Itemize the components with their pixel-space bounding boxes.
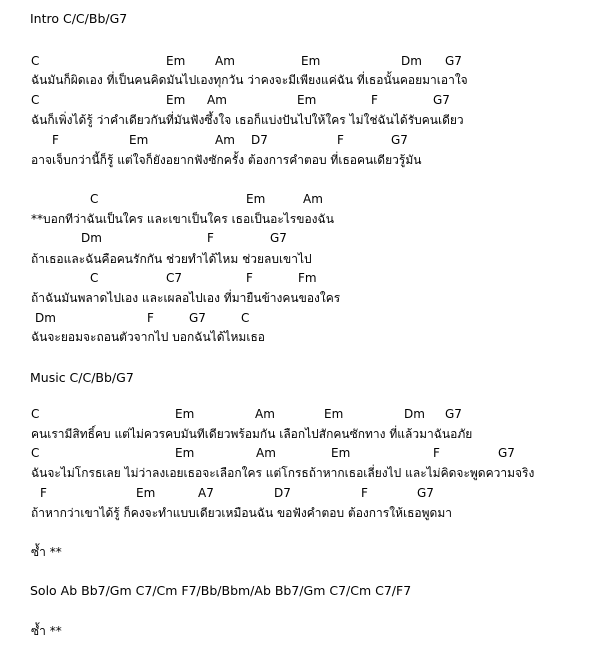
chord: Em bbox=[175, 446, 195, 460]
chorus-lyric-3: ถ้าฉันมันพลาดไปเอง และเผลอไปเอง ที่มายืนข้างคนของใคร bbox=[31, 291, 341, 305]
chord: C bbox=[31, 54, 40, 68]
solo-heading: Solo Ab Bb7/Gm C7/Cm F7/Bb/Bbm/Ab Bb7/Gm C7/Cm C7/F7 bbox=[30, 583, 412, 598]
chord: Em bbox=[129, 133, 149, 147]
chord: F bbox=[433, 446, 440, 460]
chord: F bbox=[207, 231, 214, 245]
repeat-marker: ซ้ำ ** bbox=[31, 624, 62, 638]
chorus-chord-row-4 bbox=[0, 311, 600, 327]
chord: G7 bbox=[445, 54, 462, 68]
chord: G7 bbox=[270, 231, 287, 245]
chord: Fm bbox=[298, 271, 317, 285]
chord: G7 bbox=[498, 446, 515, 460]
chord: Em bbox=[297, 93, 317, 107]
chord: G7 bbox=[417, 486, 434, 500]
chord: F bbox=[147, 311, 154, 325]
verse1-chord-row-2 bbox=[0, 93, 600, 109]
verse2-chord-row-3 bbox=[0, 486, 600, 502]
verse2-lyric-3: ถ้าหากว่าเขาได้รู้ ก็คงจะทำแบบเดียวเหมือนฉัน ขอฟังคำตอบ ต้องการให้เธอพูดมา bbox=[31, 506, 452, 520]
repeat-marker: ซ้ำ ** bbox=[31, 545, 62, 559]
chord: F bbox=[52, 133, 59, 147]
verse1-lyric-1: ฉันมันก็ผิดเอง ที่เป็นคนคิดมันไปเองทุกวัน ว่าคงจะมีเพียงแค่ฉัน ที่เธอนั้นคอยมาเอาใจ bbox=[31, 73, 468, 87]
verse2-lyric-2: ฉันจะไม่โกรธเลย ไม่ว่าลงเอยเธอจะเลือกใคร แต่โกรธถ้าหากเธอเลี่ยงไป และไม่คิดจะพูดความจริง bbox=[31, 466, 535, 480]
chord: Dm bbox=[401, 54, 422, 68]
chord: F bbox=[361, 486, 368, 500]
verse1-chord-row-1 bbox=[0, 54, 600, 70]
chorus-lyric-2: ถ้าเธอและฉันคือคนรักกัน ช่วยทำได้ไหม ช่วยลบเขาไป bbox=[31, 252, 312, 266]
verse2-chord-row-2 bbox=[0, 446, 600, 462]
verse1-lyric-3: อาจเจ็บกว่านี้ก็รู้ แต่ใจก็ยังอยากฟังซักครั้ง ต้องการคำตอบ ที่เธอคนเดียวรู้มัน bbox=[31, 153, 422, 167]
chorus-chord-row-2 bbox=[0, 231, 600, 247]
chord: A7 bbox=[198, 486, 214, 500]
verse2-chord-row-1 bbox=[0, 407, 600, 423]
chorus-lyric-4: ฉันจะยอมจะถอนตัวจากไป บอกฉันได้ไหมเธอ bbox=[31, 330, 265, 344]
chord: Am bbox=[303, 192, 323, 206]
chord: G7 bbox=[189, 311, 206, 325]
chord: F bbox=[371, 93, 378, 107]
chord: G7 bbox=[445, 407, 462, 421]
verse1-chord-row-3 bbox=[0, 133, 600, 149]
chord: G7 bbox=[391, 133, 408, 147]
chord: C bbox=[241, 311, 250, 325]
chord: Em bbox=[324, 407, 344, 421]
chord: C bbox=[90, 271, 99, 285]
chord: Am bbox=[215, 133, 235, 147]
chord: C7 bbox=[166, 271, 183, 285]
chord: Em bbox=[136, 486, 156, 500]
chord: Dm bbox=[404, 407, 425, 421]
chord: F bbox=[40, 486, 47, 500]
chord: D7 bbox=[251, 133, 268, 147]
chorus-lyric-1: **บอกทีว่าฉันเป็นใคร และเขาเป็นใคร เธอเป็นอะไรของฉัน bbox=[31, 212, 334, 226]
chord: Em bbox=[175, 407, 195, 421]
chord: F bbox=[246, 271, 253, 285]
chorus-chord-row-1 bbox=[0, 192, 600, 208]
chord: Am bbox=[256, 446, 276, 460]
chord: Dm bbox=[35, 311, 56, 325]
chord: G7 bbox=[433, 93, 450, 107]
chord: D7 bbox=[274, 486, 291, 500]
chord: Em bbox=[166, 93, 186, 107]
music-heading: Music C/C/Bb/G7 bbox=[30, 370, 134, 385]
chord: Am bbox=[255, 407, 275, 421]
chord: C bbox=[90, 192, 99, 206]
chord: C bbox=[31, 407, 40, 421]
chord: Em bbox=[246, 192, 266, 206]
chord: C bbox=[31, 93, 40, 107]
chord: Am bbox=[215, 54, 235, 68]
verse1-lyric-2: ฉันก็เพิ่งได้รู้ ว่าคำเดียวกันที่มันฟังซึ้งใจ เธอก็แบ่งปันไปให้ใคร ไม่ใช่ฉันได้รับคนเดียว bbox=[31, 113, 464, 127]
verse2-lyric-1: คนเรามีสิทธิ์คบ แต่ไม่ควรคบมันทีเดียวพร้อมกัน เลือกไปสักคนซักทาง ที่แล้วมาฉันอภัย bbox=[31, 427, 473, 441]
chord: Em bbox=[166, 54, 186, 68]
chord: Am bbox=[207, 93, 227, 107]
chord: F bbox=[337, 133, 344, 147]
chorus-chord-row-3 bbox=[0, 271, 600, 287]
chord: C bbox=[31, 446, 40, 460]
chord: Dm bbox=[81, 231, 102, 245]
chord: Em bbox=[301, 54, 321, 68]
intro-heading: Intro C/C/Bb/G7 bbox=[30, 11, 128, 26]
chord: Em bbox=[331, 446, 351, 460]
